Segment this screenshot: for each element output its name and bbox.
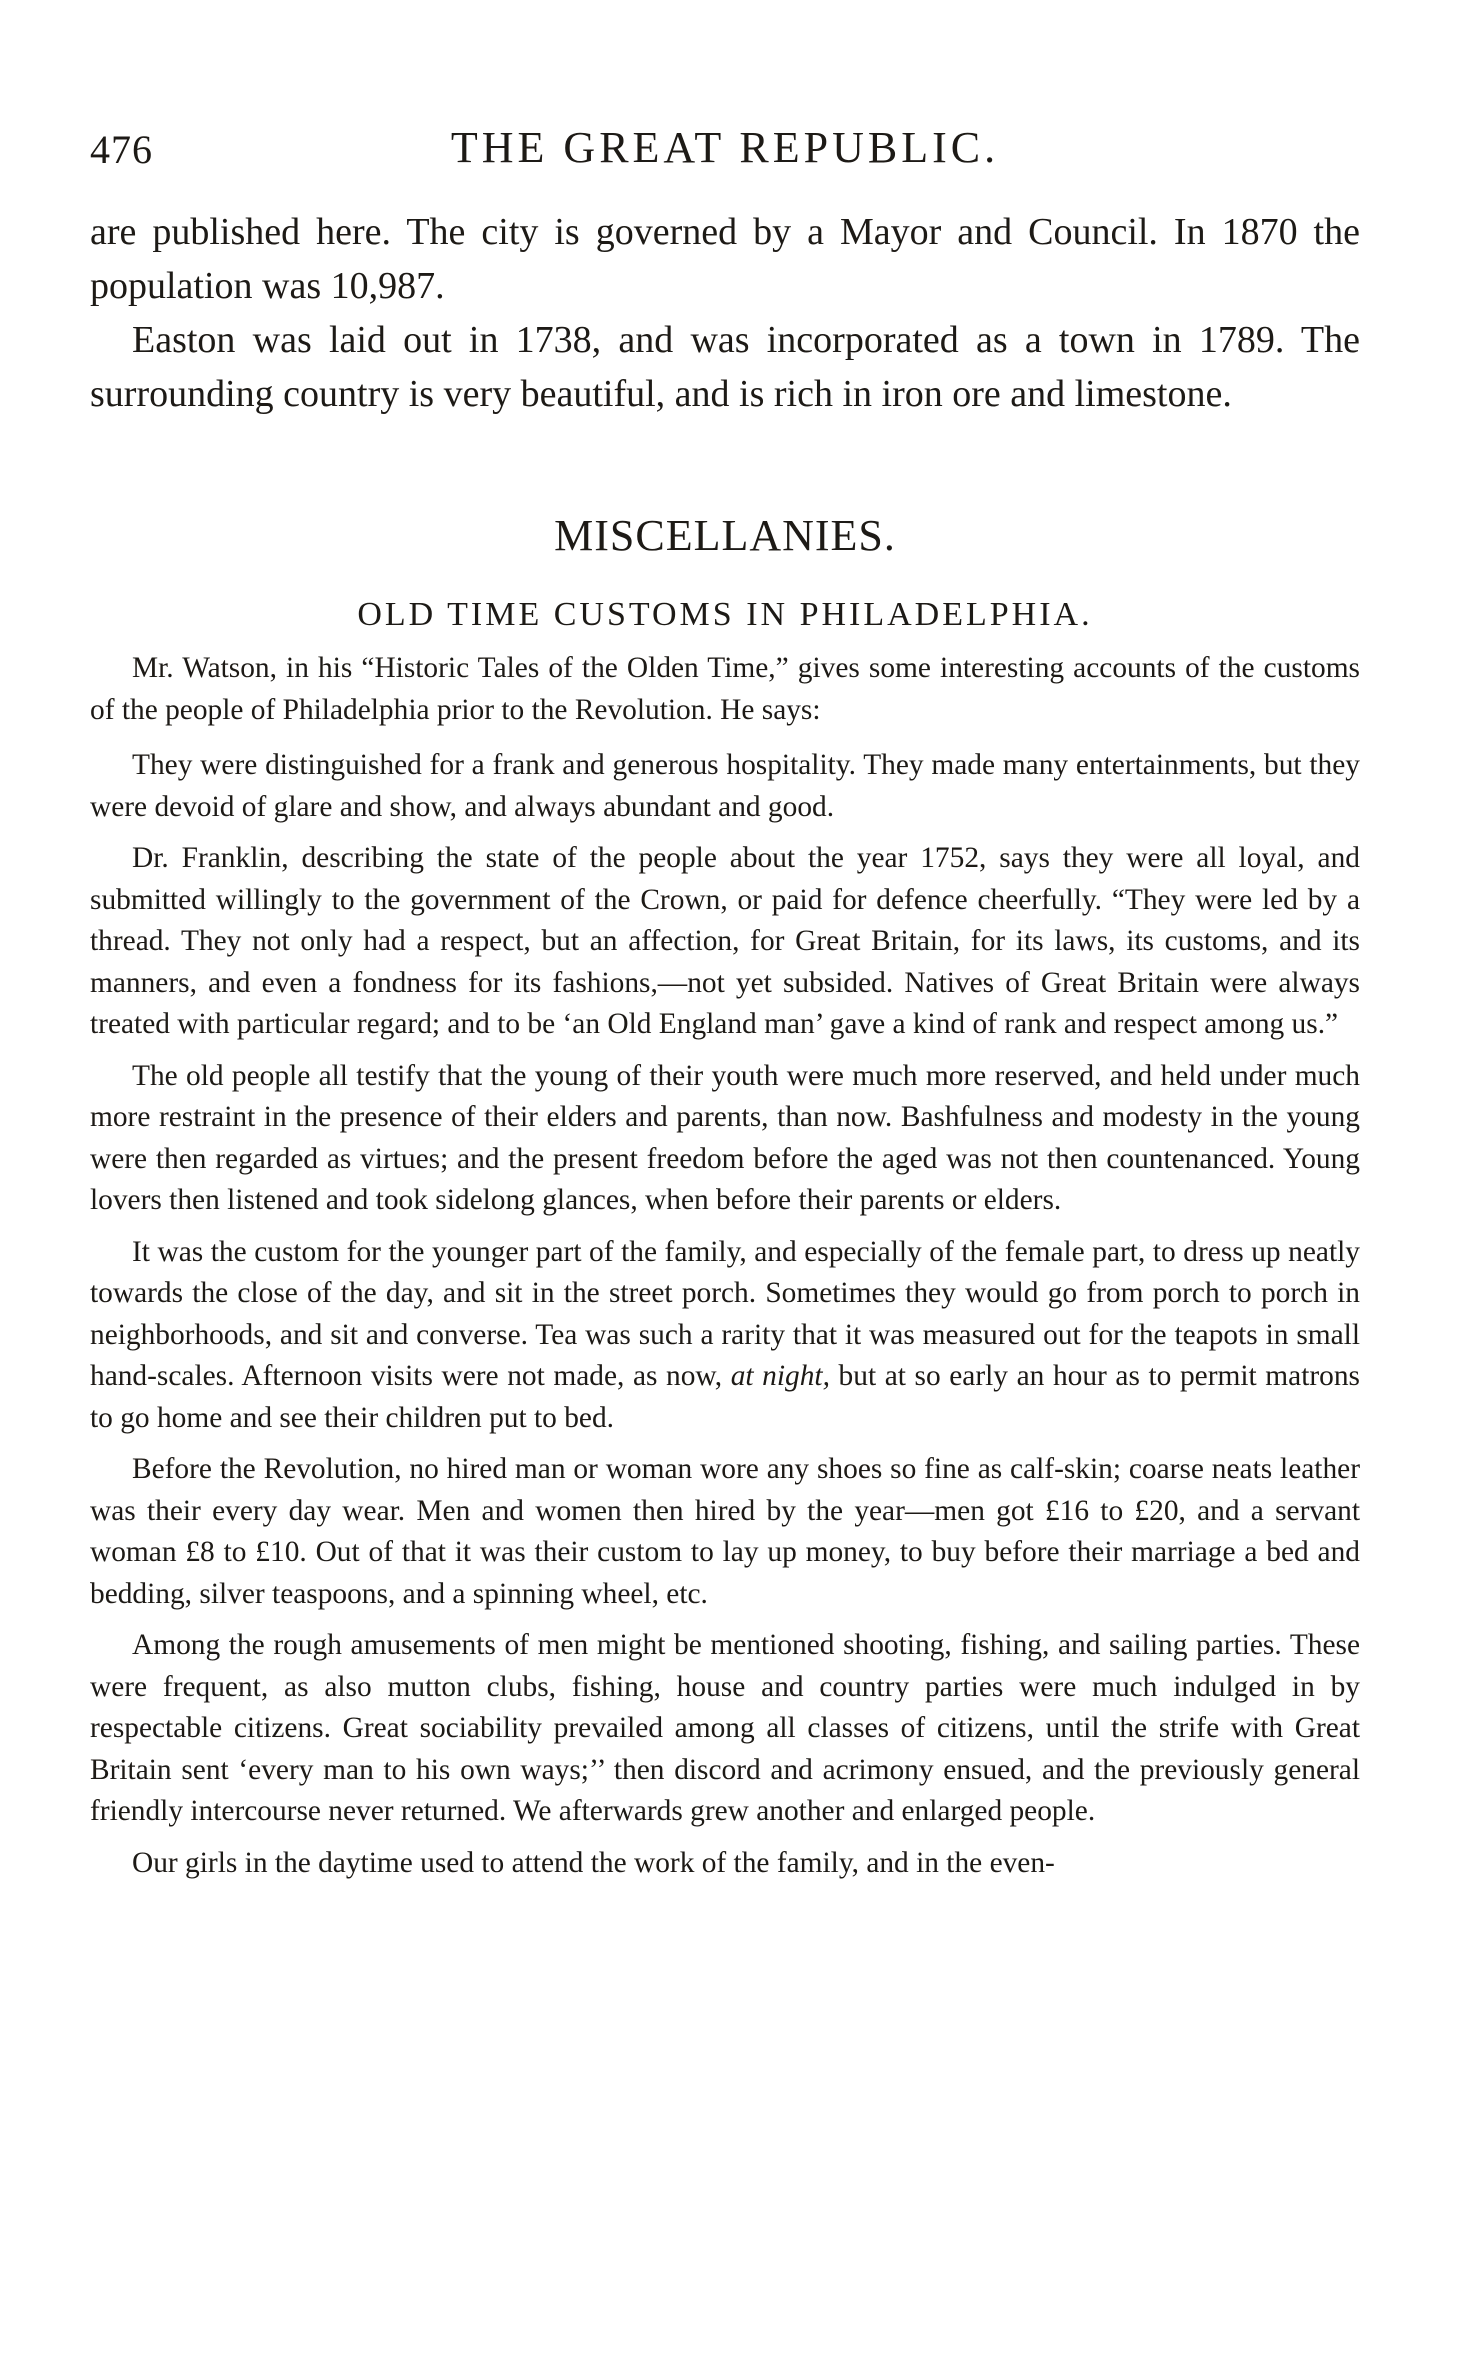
paragraph: Dr. Franklin, describing the state of the people about the year 1752, says they were all loyal, and submitted willingly to the government of the Crown, or paid for defence cheerfully. “They were led by a thread. They not only had a respect, but an affection, for Great Britain, for its laws, its customs, and its manners, and even a fondness for its fashions,—not yet subsided. Natives of Great Britain were always treated with particular regard; and to be ‘an Old England man’ gave a kind of rank and respect among us.” — [90, 842, 1360, 1040]
paragraph: They were distinguished for a frank and generous hospitality. They made many entertainments, but they were devoid of glare and show, and always abundant and good. — [90, 749, 1360, 823]
paragraph: The old people all testify that the young of their youth were much more reserved, and held under much more restraint in the presence of their elders and parents, than now. Bashfulness and modesty in the young were then regarded as virtues; and the present freedom before the aged was not then countenanced. Young lovers then listened and took sidelong glances, when before their parents or elders. — [90, 1059, 1360, 1216]
paragraph-text: but at so early an hour as to permit matrons to go home and see their children put to bed. — [90, 1360, 1360, 1434]
intro-paragraph: Easton was laid out in 1738, and was incorporated as a town in 1789. The surrounding country is very beautiful, and is rich in iron ore and limestone. — [90, 319, 1360, 415]
running-head — [90, 116, 1360, 176]
paragraph: Our girls in the daytime used to attend the work of the family, and in the even- — [132, 1846, 1055, 1879]
paragraph: Before the Revolution, no hired man or woman wore any shoes so fine as calf-skin; coarse neats leather was their every day wear. Men and women then hired by the year—men got £16 to £20, and a servant woman £8 to £10. Out of that it was their custom to lay up money, to buy before their marriage a bed and bedding, silver teaspoons, and a spinning wheel, etc. — [90, 1453, 1360, 1610]
paragraph: Among the rough amusements of men might be mentioned shooting, fishing, and sailing parties. These were frequent, as also mutton clubs, fishing, house and country parties were much indulged in by respectable citizens. Great sociability prevailed among all classes of citizens, until the strife with Great Britain sent ‘every man to his own ways;’’ then discord and acrimony ensued, and the previously general friendly intercourse never returned. We afterwards grew another and enlarged people. — [90, 1629, 1360, 1827]
paragraph-text: It was the custom for the younger part of the family, and especially of the female part, to dress up neatly towards the close of the day, and sit in the street porch. Sometimes they would go from porch to porch in neighborhoods, and sit and converse. Tea was such a rarity that it was measured out for the teapots in small hand-scales. Afternoon visits were not made, as now, — [90, 1235, 1360, 1392]
article-title: OLD TIME CUSTOMS IN PHILADELPHIA. — [357, 596, 1093, 633]
paragraph — [90, 1232, 1360, 1440]
book-page — [90, 0, 1360, 2373]
running-title: THE GREAT REPUBLIC. — [450, 123, 1000, 172]
italic-phrase: at night, — [730, 1360, 830, 1392]
paragraph: Mr. Watson, in his “Historic Tales of the Olden Time,” gives some interesting accounts of the customs of the people of Philadelphia prior to the Revolution. He says: — [90, 652, 1360, 726]
section-title: MISCELLANIES. — [554, 511, 896, 560]
intro-paragraph: are published here. The city is governed by a Mayor and Council. In 1870 the population was 10,987. — [90, 211, 1360, 307]
intro-text — [90, 205, 1360, 421]
page-number: 476 — [90, 127, 153, 172]
article-body — [90, 648, 1360, 1884]
